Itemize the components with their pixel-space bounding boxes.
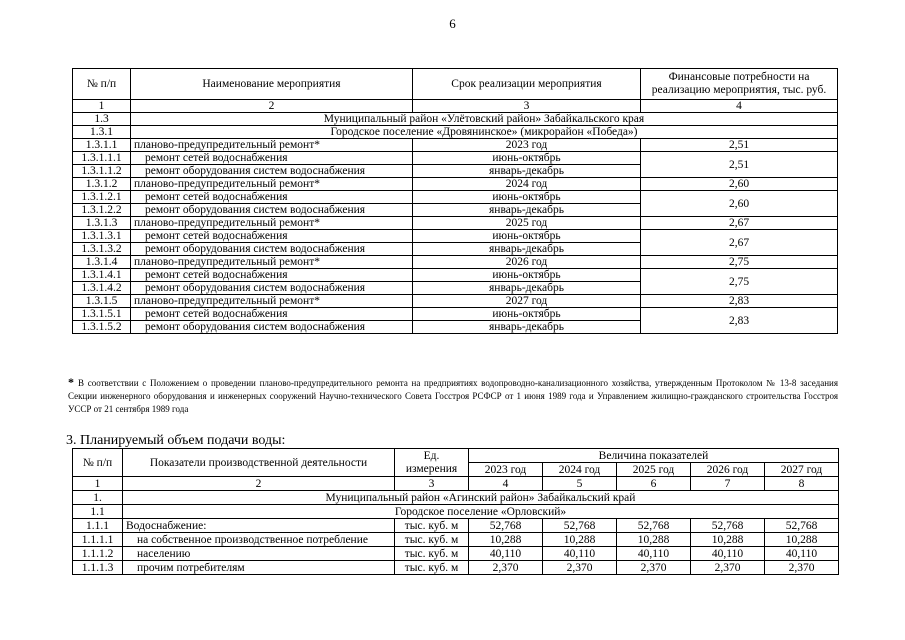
row-name: ремонт оборудования систем водоснабжения	[131, 321, 413, 334]
settlement-name: Городское поселение «Орловский»	[123, 505, 839, 519]
district-name: Муниципальный район «Улётовский район» Забайкальского края	[131, 113, 838, 126]
header-financial-needs: Финансовые потребности на реализацию мероприятия, тыс. руб.	[641, 69, 838, 100]
column-number-row	[73, 100, 838, 113]
table-header-row	[73, 69, 838, 100]
header-year: 2024 год	[543, 463, 617, 477]
page-number: 6	[449, 16, 456, 31]
col-number: 1	[73, 477, 123, 491]
row-code: 1.3.1.3.2	[73, 243, 131, 256]
row-value: 10,288	[617, 533, 691, 547]
row-name: ремонт сетей водоснабжения	[131, 308, 413, 321]
col-number: 3	[413, 100, 641, 113]
col-number: 6	[617, 477, 691, 491]
header-period: Срок реализации мероприятия	[413, 69, 641, 100]
col-number: 2	[131, 100, 413, 113]
row-value: 40,110	[617, 547, 691, 561]
row-period: январь-декабрь	[413, 321, 641, 334]
row-value: 52,768	[469, 519, 543, 533]
header-year: 2025 год	[617, 463, 691, 477]
district-row	[73, 113, 838, 126]
table-row	[73, 308, 838, 321]
row-value: 2,370	[765, 561, 839, 575]
row-name: ремонт оборудования систем водоснабжения	[131, 243, 413, 256]
settlement-code: 1.1	[73, 505, 123, 519]
table-row	[73, 152, 838, 165]
row-value: 40,110	[543, 547, 617, 561]
row-code: 1.3.1.5.2	[73, 321, 131, 334]
col-number: 2	[123, 477, 395, 491]
row-unit: тыс. куб. м	[395, 533, 469, 547]
row-period: 2024 год	[413, 178, 641, 191]
row-unit: тыс. куб. м	[395, 519, 469, 533]
row-unit: тыс. куб. м	[395, 561, 469, 575]
row-value: 2,75	[641, 269, 838, 295]
row-value: 40,110	[469, 547, 543, 561]
row-value: 2,67	[641, 217, 838, 230]
row-value: 2,60	[641, 178, 838, 191]
row-period: январь-декабрь	[413, 243, 641, 256]
row-code: 1.3.1.3.1	[73, 230, 131, 243]
row-code: 1.3.1.2.2	[73, 204, 131, 217]
header-event-name: Наименование мероприятия	[131, 69, 413, 100]
row-name: Водоснабжение:	[123, 519, 395, 533]
row-period: январь-декабрь	[413, 204, 641, 217]
row-name: планово-предупредительный ремонт*	[131, 178, 413, 191]
district-name: Муниципальный район «Агинский район» Забайкальский край	[123, 491, 839, 505]
row-name: ремонт оборудования систем водоснабжения	[131, 282, 413, 295]
table-row	[73, 178, 838, 191]
table-row	[73, 230, 838, 243]
row-code: 1.3.1.1.1	[73, 152, 131, 165]
row-period: июнь-октябрь	[413, 269, 641, 282]
row-period: 2027 год	[413, 295, 641, 308]
row-value: 52,768	[617, 519, 691, 533]
header-values: Величина показателей	[469, 449, 839, 463]
row-code: 1.1.1	[73, 519, 123, 533]
row-value: 10,288	[543, 533, 617, 547]
row-code: 1.3.1.5	[73, 295, 131, 308]
row-value: 52,768	[765, 519, 839, 533]
row-name: ремонт сетей водоснабжения	[131, 152, 413, 165]
row-value: 10,288	[765, 533, 839, 547]
table-row	[73, 217, 838, 230]
row-name: ремонт оборудования систем водоснабжения	[131, 204, 413, 217]
row-name: ремонт оборудования систем водоснабжения	[131, 165, 413, 178]
row-value: 40,110	[765, 547, 839, 561]
table-row	[73, 256, 838, 269]
row-code: 1.1.1.3	[73, 561, 123, 575]
row-value: 2,370	[691, 561, 765, 575]
row-name: планово-предупредительный ремонт*	[131, 256, 413, 269]
col-number: 1	[73, 100, 131, 113]
row-period: июнь-октябрь	[413, 230, 641, 243]
row-name: планово-предупредительный ремонт*	[131, 217, 413, 230]
row-period: июнь-октябрь	[413, 191, 641, 204]
table-row	[73, 139, 838, 152]
row-name: планово-предупредительный ремонт*	[131, 295, 413, 308]
row-name: прочим потребителям	[123, 561, 395, 575]
header-indicator: Показатели производственной деятельности	[123, 449, 395, 477]
row-value: 2,67	[641, 230, 838, 256]
footnote	[68, 376, 838, 416]
settlement-name: Городское поселение «Дровянинское» (микрорайон «Победа»)	[131, 126, 838, 139]
row-value: 2,83	[641, 295, 838, 308]
row-code: 1.3.1.3	[73, 217, 131, 230]
row-value: 52,768	[543, 519, 617, 533]
row-value: 2,370	[469, 561, 543, 575]
row-code: 1.3.1.2	[73, 178, 131, 191]
footnote-text: В соответствии с Положением о проведении планово-предупредительного ремонта на предприятиях водопроводно-канализационного хозяйства, утвержденным Протоколом № 13-8 заседания Секции инженерного оборудования и инженерных сооружений Научно-технического Совета Госстроя РСФСР от 1 июня 1989 года и Управлением жилищно-гражданского строительства Госстроя УССР от 21 сентября 1989 года	[68, 378, 838, 414]
footnote-marker: *	[68, 375, 74, 389]
row-code: 1.3.1.2.1	[73, 191, 131, 204]
row-period: 2026 год	[413, 256, 641, 269]
row-value: 10,288	[691, 533, 765, 547]
district-code: 1.	[73, 491, 123, 505]
col-number: 4	[469, 477, 543, 491]
row-period: 2023 год	[413, 139, 641, 152]
header-year: 2027 год	[765, 463, 839, 477]
col-number: 8	[765, 477, 839, 491]
row-period: 2025 год	[413, 217, 641, 230]
row-code: 1.1.1.1	[73, 533, 123, 547]
settlement-row	[73, 126, 838, 139]
header-number: № п/п	[73, 69, 131, 100]
row-name: ремонт сетей водоснабжения	[131, 230, 413, 243]
table-row	[73, 269, 838, 282]
table-row	[73, 519, 839, 533]
column-number-row	[73, 477, 839, 491]
row-value: 2,370	[543, 561, 617, 575]
row-value: 2,51	[641, 139, 838, 152]
row-value: 40,110	[691, 547, 765, 561]
section-title: 3. Планируемый объем подачи воды:	[66, 433, 286, 448]
row-name: ремонт сетей водоснабжения	[131, 191, 413, 204]
header-year: 2026 год	[691, 463, 765, 477]
row-name: населению	[123, 547, 395, 561]
row-code: 1.3.1.5.1	[73, 308, 131, 321]
row-name: на собственное производственное потребление	[123, 533, 395, 547]
row-name: планово-предупредительный ремонт*	[131, 139, 413, 152]
row-code: 1.3.1.4	[73, 256, 131, 269]
settlement-code: 1.3.1	[73, 126, 131, 139]
row-period: январь-декабрь	[413, 282, 641, 295]
row-value: 52,768	[691, 519, 765, 533]
row-code: 1.3.1.1.2	[73, 165, 131, 178]
district-code: 1.3	[73, 113, 131, 126]
col-number: 3	[395, 477, 469, 491]
row-code: 1.3.1.4.2	[73, 282, 131, 295]
row-name: ремонт сетей водоснабжения	[131, 269, 413, 282]
table-row	[73, 533, 839, 547]
table-row	[73, 295, 838, 308]
header-unit: Ед. измерения	[395, 449, 469, 477]
water-supply-table	[72, 448, 839, 575]
row-unit: тыс. куб. м	[395, 547, 469, 561]
row-value: 2,60	[641, 191, 838, 217]
row-value: 2,75	[641, 256, 838, 269]
row-code: 1.3.1.1	[73, 139, 131, 152]
row-period: июнь-октябрь	[413, 308, 641, 321]
table-row	[73, 547, 839, 561]
row-value: 2,83	[641, 308, 838, 334]
col-number: 5	[543, 477, 617, 491]
table-row	[73, 191, 838, 204]
row-period: январь-декабрь	[413, 165, 641, 178]
row-value: 2,51	[641, 152, 838, 178]
repair-events-table	[72, 68, 838, 334]
table-header-row	[73, 449, 839, 463]
table-row	[73, 561, 839, 575]
row-value: 10,288	[469, 533, 543, 547]
row-code: 1.1.1.2	[73, 547, 123, 561]
settlement-row	[73, 505, 839, 519]
row-code: 1.3.1.4.1	[73, 269, 131, 282]
row-period: июнь-октябрь	[413, 152, 641, 165]
district-row	[73, 491, 839, 505]
header-year: 2023 год	[469, 463, 543, 477]
col-number: 7	[691, 477, 765, 491]
header-number: № п/п	[73, 449, 123, 477]
row-value: 2,370	[617, 561, 691, 575]
col-number: 4	[641, 100, 838, 113]
